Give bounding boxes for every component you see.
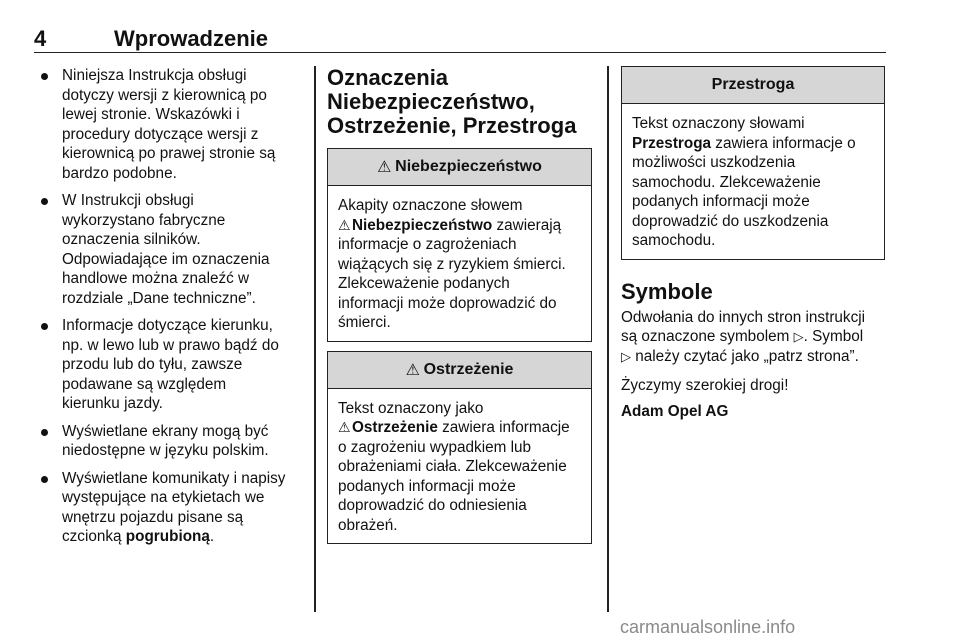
bullet-text: Niniejsza Instrukcja obsługi dotyczy wersji z kierownicą po lewej stronie. Wskazówki i procedury dotyczące wersji z kierownicą po prawej stronie są bardzo podobne. bbox=[62, 67, 276, 182]
symbols-text-1: Odwołania do innych stron instrukcji są oznaczone symbolem bbox=[621, 308, 866, 345]
column-divider-left bbox=[314, 66, 316, 612]
warning-keyword: Ostrzeżenie bbox=[352, 419, 438, 436]
right-column bbox=[621, 66, 885, 421]
warning-triangle-icon: ⚠ bbox=[338, 216, 351, 233]
bullet-dot bbox=[41, 476, 48, 483]
caution-keyword: Przestroga bbox=[632, 134, 712, 152]
bullet-item bbox=[34, 66, 302, 183]
bullet-item bbox=[34, 469, 302, 547]
warning-triangle-icon: ⚠ bbox=[338, 419, 351, 435]
warnings-heading: Oznaczenia Niebezpieczeństwo, Ostrzeżenie, Przestroga bbox=[327, 65, 577, 138]
danger-box bbox=[327, 148, 592, 342]
danger-box-header bbox=[328, 149, 591, 186]
symbols-paragraph bbox=[621, 308, 885, 367]
danger-box-body bbox=[328, 186, 591, 341]
page-reference-arrow-icon: ▷ bbox=[793, 329, 804, 344]
caution-text-intro: Tekst oznaczony słowami bbox=[632, 115, 805, 132]
symbols-text-2: . Symbol bbox=[803, 328, 864, 345]
caution-text-body: zawiera informacje o możliwości uszkodzenia samochodu. Zlekceważenie podanych informacji może doprowadzić do uszkodzenia samochodu. bbox=[632, 134, 856, 249]
warning-box-header bbox=[328, 352, 591, 389]
page-reference-arrow-icon: ▷ bbox=[621, 348, 631, 364]
warning-box bbox=[327, 351, 592, 545]
left-column bbox=[34, 66, 302, 555]
bullet-item bbox=[34, 422, 302, 461]
bullet-item bbox=[34, 316, 302, 414]
danger-box-title: Niebezpieczeństwo bbox=[395, 158, 542, 175]
bold-word: pogrubioną bbox=[125, 528, 210, 545]
warning-text-body: zawiera informacje o zagrożeniu wypadkiem lub obrażeniami ciała. Zlekceważenie podanych informacji może doprowadzić do odniesienia obrażeń. bbox=[338, 419, 570, 534]
bullet-dot bbox=[41, 73, 48, 80]
column-divider-right bbox=[607, 66, 609, 612]
danger-text-intro: Akapity oznaczone słowem bbox=[338, 197, 523, 214]
bullet-text: W Instrukcji obsługi wykorzystano fabryczne oznaczenia silników. Odpowiadające im oznaczenia handlowe można znaleźć w rozdziale „Dane techniczne”. bbox=[62, 192, 270, 307]
page-number: 4 bbox=[34, 26, 47, 51]
warning-triangle-icon: ⚠ bbox=[405, 361, 420, 379]
bullet-text: Informacje dotyczące kierunku, np. w lewo lub w prawo bądź do przodu lub do tyłu, zawsze podawane są względem kierunku jazdy. bbox=[62, 317, 279, 412]
symbols-text-3: należy czytać jako „patrz strona”. bbox=[631, 347, 859, 365]
watermark: carmanualsonline.info bbox=[620, 617, 796, 637]
bullet-dot bbox=[41, 323, 48, 330]
intro-bullet-list bbox=[34, 66, 302, 547]
warning-text-intro: Tekst oznaczony jako bbox=[338, 399, 484, 417]
warning-box-body bbox=[328, 389, 591, 544]
bullet-item bbox=[34, 191, 302, 308]
warning-triangle-icon: ⚠ bbox=[377, 159, 392, 176]
symbols-heading: Symbole bbox=[621, 278, 713, 304]
caution-box-title: Przestroga bbox=[711, 76, 795, 93]
middle-column bbox=[327, 66, 592, 544]
page-header bbox=[34, 26, 886, 53]
bullet-dot bbox=[41, 429, 48, 436]
bullet-text: Wyświetlane ekrany mogą być niedostępne w języku polskim. bbox=[62, 422, 269, 459]
caution-box-header bbox=[622, 67, 884, 104]
caution-box bbox=[621, 66, 885, 260]
section-title: Wprowadzenie bbox=[114, 26, 269, 51]
danger-keyword: Niebezpieczeństwo bbox=[352, 216, 493, 234]
bullet-text: Wyświetlane komunikaty i napisy występujące na etykietach we wnętrzu pojazdu pisane są czcionką bbox=[62, 469, 286, 545]
greeting: Życzymy szerokiej drogi! bbox=[621, 377, 789, 394]
bullet-dot bbox=[41, 198, 48, 205]
bullet-text-end: . bbox=[209, 528, 215, 545]
warning-box-title: Ostrzeżenie bbox=[423, 360, 514, 378]
danger-text-body: zawierają informacje o zagrożeniach wiążących się z ryzykiem śmierci. Zlekceważenie podanych informacji może doprowadzić do śmierci. bbox=[338, 216, 566, 331]
signature: Adam Opel AG bbox=[621, 402, 729, 420]
caution-box-body bbox=[622, 104, 884, 259]
